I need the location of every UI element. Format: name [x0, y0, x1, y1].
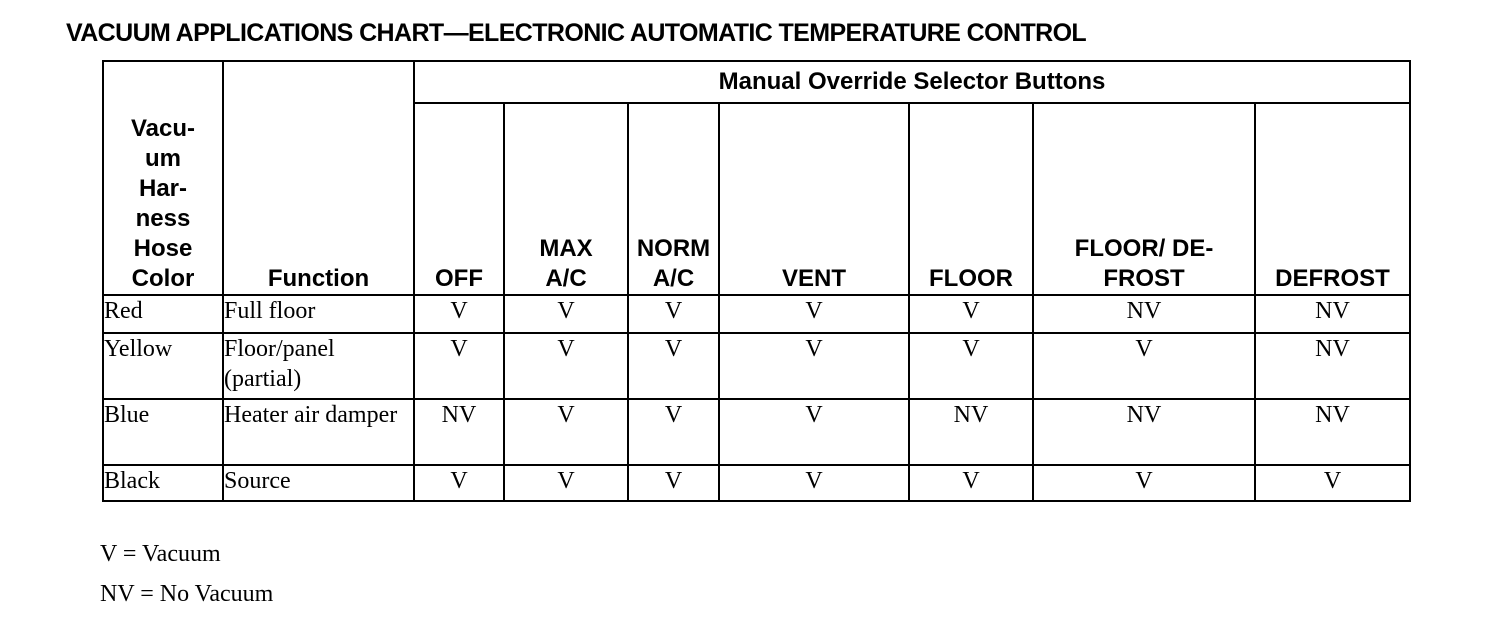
vacuum-cell: V: [504, 465, 628, 501]
legend-no-vacuum: NV = No Vacuum: [100, 581, 274, 607]
vacuum-cell: V: [628, 399, 719, 465]
vacuum-cell: V: [414, 465, 504, 501]
vacuum-cell: V: [1033, 333, 1255, 399]
vacuum-cell: NV: [414, 399, 504, 465]
function-cell: Full floor: [223, 295, 414, 333]
vacuum-cell: NV: [1033, 399, 1255, 465]
table-row: [103, 295, 1410, 333]
col-header-defrost: DEFROST: [1255, 103, 1410, 295]
vacuum-cell: V: [719, 465, 909, 501]
vacuum-cell: V: [414, 295, 504, 333]
table-row: [103, 399, 1410, 465]
table-row: [103, 465, 1410, 501]
hose-color-cell: Yellow: [103, 333, 223, 399]
function-cell: Source: [223, 465, 414, 501]
vacuum-applications-table: [102, 60, 1411, 502]
chart-title: VACUUM APPLICATIONS CHART—ELECTRONIC AUTOMATIC TEMPERATURE CONTROL: [66, 19, 1087, 47]
vacuum-cell: V: [628, 295, 719, 333]
hose-color-cell: Red: [103, 295, 223, 333]
vacuum-cell: V: [719, 333, 909, 399]
vacuum-cell: V: [1255, 465, 1410, 501]
vacuum-cell: NV: [1033, 295, 1255, 333]
legend-vacuum: V = Vacuum: [100, 541, 221, 567]
vacuum-cell: NV: [909, 399, 1033, 465]
vacuum-cell: NV: [1255, 399, 1410, 465]
function-cell: Floor/panel (partial): [223, 333, 414, 399]
col-header-floor: FLOOR: [909, 103, 1033, 295]
function-header: Function: [223, 61, 414, 295]
hose-color-cell: Blue: [103, 399, 223, 465]
col-header-off: OFF: [414, 103, 504, 295]
vacuum-cell: NV: [1255, 333, 1410, 399]
vacuum-cell: V: [414, 333, 504, 399]
vacuum-cell: V: [504, 295, 628, 333]
col-header-max-ac: MAX A/C: [504, 103, 628, 295]
vacuum-cell: V: [909, 465, 1033, 501]
vacuum-cell: V: [504, 333, 628, 399]
vacuum-cell: V: [628, 465, 719, 501]
col-header-norm-ac: NORM A/C: [628, 103, 719, 295]
table-row: [103, 333, 1410, 399]
vacuum-cell: V: [628, 333, 719, 399]
col-header-vent: VENT: [719, 103, 909, 295]
vacuum-cell: V: [719, 399, 909, 465]
selector-buttons-header: Manual Override Selector Buttons: [414, 61, 1410, 103]
vacuum-cell: V: [719, 295, 909, 333]
vacuum-cell: NV: [1255, 295, 1410, 333]
col-header-floor-defrost: FLOOR/ DE- FROST: [1033, 103, 1255, 295]
function-cell: Heater air damper: [223, 399, 414, 465]
hose-color-cell: Black: [103, 465, 223, 501]
vacuum-cell: V: [504, 399, 628, 465]
vacuum-cell: V: [1033, 465, 1255, 501]
vacuum-cell: V: [909, 295, 1033, 333]
hose-color-header: Vacu- um Har- ness Hose Color: [103, 61, 223, 295]
vacuum-cell: V: [909, 333, 1033, 399]
